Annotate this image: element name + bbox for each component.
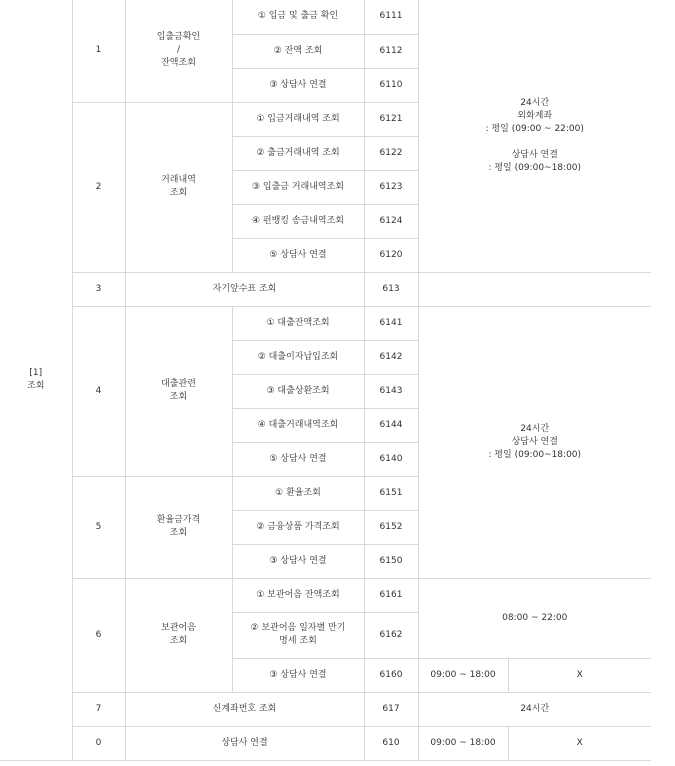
section-number: 5 — [72, 476, 125, 578]
menu-item-code: 6152 — [364, 510, 418, 544]
section-number: 4 — [72, 306, 125, 476]
menu-item-label: ② 출금거래내역 조회 — [232, 136, 364, 170]
table-row — [0, 726, 651, 760]
menu-item-code: 6140 — [364, 442, 418, 476]
menu-item-code: 6150 — [364, 544, 418, 578]
section-title: 입출금확인 / 잔액조회 — [125, 0, 232, 102]
section-number: 1 — [72, 0, 125, 102]
section-title: 보관어음 조회 — [125, 578, 232, 692]
section-title: 상담사 연결 — [125, 726, 364, 760]
hours-block: 08:00 ~ 22:00 — [418, 578, 651, 658]
menu-item-label: ④ 펀뱅킹 송금내역조회 — [232, 204, 364, 238]
menu-item-code: 6122 — [364, 136, 418, 170]
agent-unavailable: X — [508, 658, 651, 692]
section-title: 자기앞수표 조회 — [125, 272, 364, 306]
menu-item-code: 613 — [364, 272, 418, 306]
section-title: 신계좌번호 조회 — [125, 692, 364, 726]
menu-item-code: 6160 — [364, 658, 418, 692]
hours-block: 24시간 외화계좌 : 평일 (09:00 ~ 22:00) 상담사 연결 : 평일 (09:00~18:00) — [418, 0, 651, 272]
menu-item-label: ② 보관어음 일자별 만기 명세 조회 — [232, 612, 364, 658]
menu-item-label: ① 입금거래내역 조회 — [232, 102, 364, 136]
menu-item-code: 6120 — [364, 238, 418, 272]
menu-item-code: 617 — [364, 692, 418, 726]
section-number: 3 — [72, 272, 125, 306]
menu-item-label: ① 대출잔액조회 — [232, 306, 364, 340]
menu-item-code: 6124 — [364, 204, 418, 238]
menu-item-label: ① 보관어음 잔액조회 — [232, 578, 364, 612]
menu-item-label: ③ 상담사 연결 — [232, 544, 364, 578]
menu-item-code: 6161 — [364, 578, 418, 612]
section-number: 2 — [72, 102, 125, 272]
section-title: 대출관련 조회 — [125, 306, 232, 476]
section-title: 거래내역 조회 — [125, 102, 232, 272]
agent-hours: 09:00 ~ 18:00 — [418, 658, 508, 692]
menu-item-label: ② 금융상품 가격조회 — [232, 510, 364, 544]
menu-item-code: 610 — [364, 726, 418, 760]
table-row — [0, 306, 651, 340]
menu-item-label: ③ 대출상환조회 — [232, 374, 364, 408]
menu-item-label: ③ 상담사 연결 — [232, 68, 364, 102]
menu-item-code: 6121 — [364, 102, 418, 136]
menu-item-code: 6142 — [364, 340, 418, 374]
menu-item-code: 6143 — [364, 374, 418, 408]
hours-block: 24시간 상담사 연결 : 평일 (09:00~18:00) — [418, 306, 651, 578]
menu-category-label: [1] 조회 — [0, 0, 72, 760]
agent-unavailable: X — [508, 726, 651, 760]
menu-item-label: ② 대출이자납입조회 — [232, 340, 364, 374]
menu-item-label: ④ 대출거래내역조회 — [232, 408, 364, 442]
menu-item-label: ⑤ 상담사 연결 — [232, 238, 364, 272]
table-row — [0, 0, 651, 34]
table-row — [0, 272, 651, 306]
section-number: 0 — [72, 726, 125, 760]
menu-item-code: 6151 — [364, 476, 418, 510]
table-row — [0, 692, 651, 726]
agent-hours: 09:00 ~ 18:00 — [418, 726, 508, 760]
menu-item-code: 6110 — [364, 68, 418, 102]
menu-item-code: 6111 — [364, 0, 418, 34]
menu-item-label: ③ 상담사 연결 — [232, 658, 364, 692]
menu-item-label: ② 잔액 조회 — [232, 34, 364, 68]
menu-item-code: 6123 — [364, 170, 418, 204]
section-title: 환율금가격 조회 — [125, 476, 232, 578]
menu-item-code: 6162 — [364, 612, 418, 658]
section-number: 6 — [72, 578, 125, 692]
hours-empty — [418, 272, 651, 306]
menu-item-label: ① 입금 및 출금 확인 — [232, 0, 364, 34]
table-row — [0, 578, 651, 612]
menu-item-code: 6112 — [364, 34, 418, 68]
hours-block: 24시간 — [418, 692, 651, 726]
menu-item-label: ③ 입출금 거래내역조회 — [232, 170, 364, 204]
menu-item-code: 6141 — [364, 306, 418, 340]
menu-item-label: ⑤ 상담사 연결 — [232, 442, 364, 476]
menu-item-code: 6144 — [364, 408, 418, 442]
section-number: 7 — [72, 692, 125, 726]
menu-item-label: ① 환율조회 — [232, 476, 364, 510]
